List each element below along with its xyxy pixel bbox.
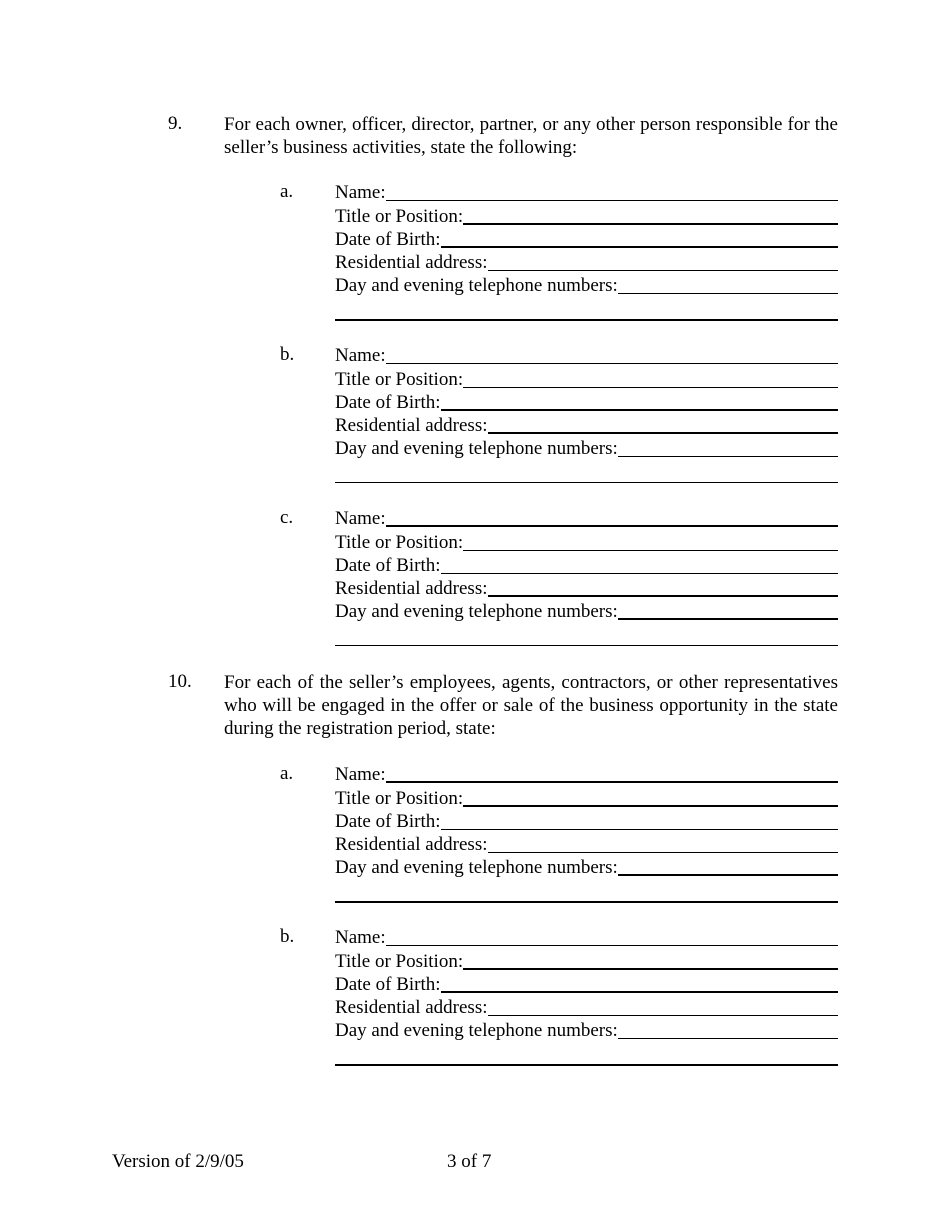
question-number: 10. [168,671,192,692]
name-field[interactable] [335,344,838,367]
phone-field[interactable] [335,1019,838,1042]
field-label: Title or Position: [335,205,464,227]
blank-line[interactable] [386,781,838,783]
blank-line[interactable] [441,573,838,574]
dob-field[interactable] [335,554,838,577]
field-label: Day and evening telephone numbers: [335,438,618,460]
name-field[interactable] [335,763,838,786]
blank-line[interactable] [463,223,838,225]
blank-line[interactable] [488,1015,839,1016]
field-label: Name: [335,927,386,949]
field-label: Residential address: [335,834,488,856]
entry-letter: b. [280,344,295,365]
extra-line[interactable] [335,901,838,903]
title-field[interactable] [335,367,838,390]
field-label: Day and evening telephone numbers: [335,601,618,623]
blank-line[interactable] [441,829,838,830]
extra-line[interactable] [335,319,838,321]
blank-line[interactable] [463,387,838,388]
blank-line[interactable] [488,270,839,271]
question-text: For each owner, officer, director, partner, or any other person responsible for the seller’s business activities, state the following: [224,114,838,158]
q9-entry-a [280,181,838,321]
blank-line[interactable] [618,293,838,294]
address-field[interactable] [335,251,838,274]
blank-line[interactable] [463,968,838,970]
blank-line[interactable] [488,595,839,597]
address-field[interactable] [335,833,838,856]
field-label: Title or Position: [335,950,464,972]
phone-field[interactable] [335,274,838,297]
blank-line[interactable] [488,432,839,434]
field-label: Title or Position: [335,787,464,809]
field-label: Date of Birth: [335,973,441,995]
blank-line[interactable] [386,945,838,946]
blank-line[interactable] [463,805,838,807]
field-label: Day and evening telephone numbers: [335,275,618,297]
blank-line[interactable] [618,456,838,457]
question-text: For each of the seller’s employees, agents, contractors, or other representatives who will be engaged in the offer or sale of the business opportunity in the state during the registration period, state: [224,672,838,739]
q9-entry-c [280,507,838,646]
footer-version: Version of 2/9/05 [112,1151,244,1172]
blank-line[interactable] [441,991,838,993]
field-label: Residential address: [335,415,488,437]
q10-entry-a [280,763,838,903]
field-label: Title or Position: [335,368,464,390]
field-label: Date of Birth: [335,228,441,250]
blank-line[interactable] [463,550,838,551]
phone-field[interactable] [335,856,838,879]
field-label: Residential address: [335,578,488,600]
blank-line[interactable] [618,618,838,620]
field-label: Name: [335,345,386,367]
field-label: Name: [335,182,386,204]
field-label: Day and evening telephone numbers: [335,857,618,879]
address-field[interactable] [335,414,838,437]
field-label: Date of Birth: [335,810,441,832]
blank-line[interactable] [386,200,838,201]
title-field[interactable] [335,786,838,809]
blank-line[interactable] [618,1038,838,1039]
field-label: Name: [335,764,386,786]
field-label: Day and evening telephone numbers: [335,1020,618,1042]
entry-letter: a. [280,181,294,202]
blank-line[interactable] [386,363,838,364]
field-label: Residential address: [335,252,488,274]
dob-field[interactable] [335,973,838,996]
extra-line[interactable] [335,645,838,646]
blank-line[interactable] [441,409,838,411]
blank-line[interactable] [386,525,838,527]
address-field[interactable] [335,577,838,600]
q10-entry-b [280,926,838,1066]
extra-line[interactable] [335,1064,838,1066]
entry-letter: a. [280,763,294,784]
blank-line[interactable] [488,852,839,853]
phone-field[interactable] [335,437,838,460]
name-field[interactable] [335,181,838,204]
blank-line[interactable] [618,874,838,876]
field-label: Title or Position: [335,531,464,553]
blank-line[interactable] [441,246,838,248]
name-field[interactable] [335,926,838,949]
question-number: 9. [168,113,183,134]
question-9 [168,113,838,159]
title-field[interactable] [335,949,838,972]
field-label: Name: [335,508,386,530]
address-field[interactable] [335,996,838,1019]
field-label: Date of Birth: [335,391,441,413]
entry-letter: c. [280,507,294,528]
field-label: Date of Birth: [335,554,441,576]
field-label: Residential address: [335,997,488,1019]
title-field[interactable] [335,204,838,227]
name-field[interactable] [335,507,838,530]
extra-line[interactable] [335,482,838,483]
footer-page-number: 3 of 7 [447,1151,492,1172]
dob-field[interactable] [335,391,838,414]
dob-field[interactable] [335,810,838,833]
question-10 [168,671,838,740]
dob-field[interactable] [335,228,838,251]
phone-field[interactable] [335,600,838,623]
q9-entry-b [280,344,838,483]
title-field[interactable] [335,530,838,553]
entry-letter: b. [280,926,295,947]
